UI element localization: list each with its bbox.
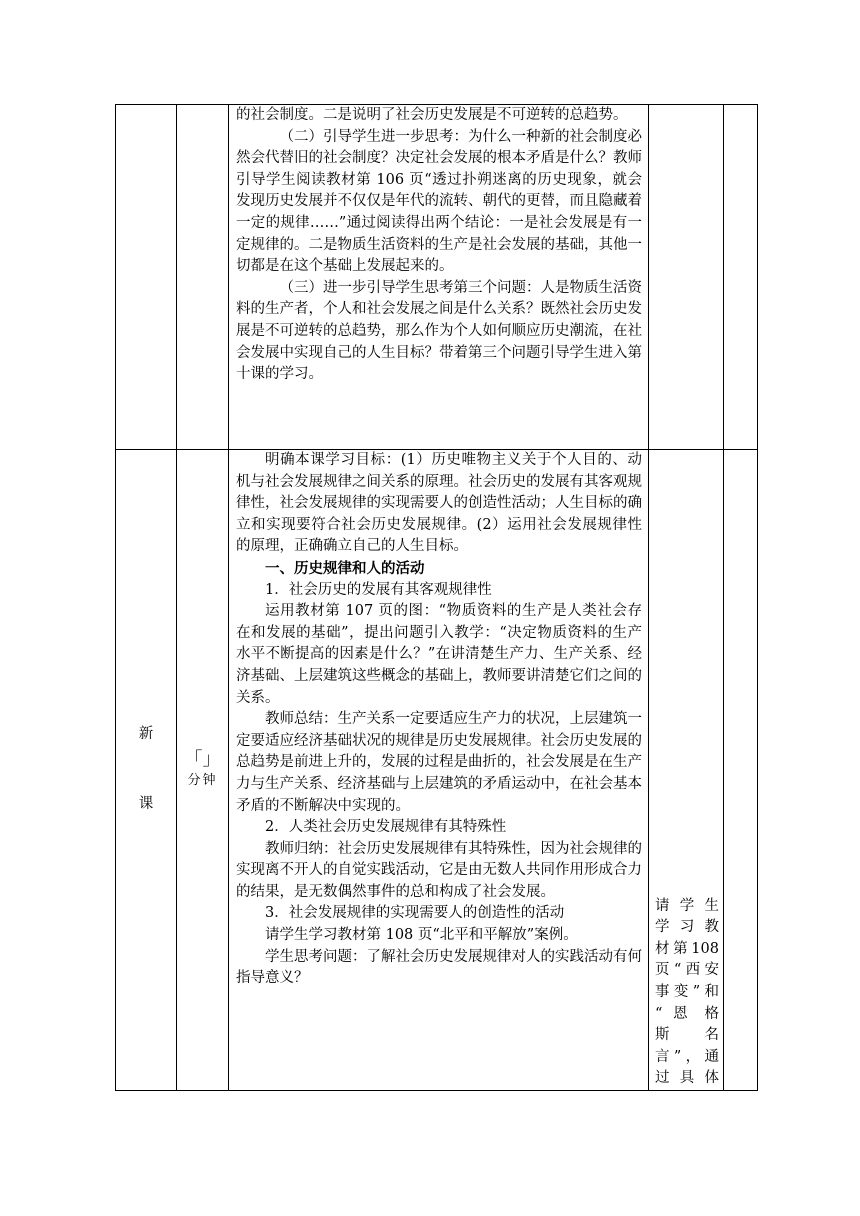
paragraph: （三）进一步引导学生思考第三个问题：人是物质生活资料的生产者，个人和社会发展之间是什么关系？既然社会历史发展是不可逆转的总趋势，那么作为个人如何顺应历史潮流，在社会发展中实现自己的人生目标？带着第三个问题引导学生进入第十课的学习。 — [236, 279, 642, 383]
paragraph: 学生思考问题：了解社会历史发展规律对人的实践活动有何指导意义？ — [236, 948, 642, 987]
paragraph: 教师归纳：社会历史发展规律有其特殊性，因为社会规律的实现离不开人的自觉实践活动，它是由无数人共同作用形成合力的结果，是无数偶然事件的总和构成了社会发展。 — [236, 840, 642, 900]
content-cell — [229, 105, 649, 450]
activity-line: “ 恩 格 — [655, 1005, 719, 1022]
time-unit: 分钟 — [187, 773, 218, 788]
activity-line: 斯 名 — [655, 1027, 719, 1044]
paragraph: （二）引导学生进一步思考：为什么一种新的社会制度必然会代替旧的社会制度？决定社会发展的根本矛盾是什么？教师引导学生阅读教材第 106 页“透过扑朔迷离的历史现象，就会发现历史发展并不仅仅是年代的流转、朝代的更替，而且隐藏着一定的规律……”通过阅读得出两个结论：一是社会发展是有一定规律的。二是物质生活资料的生产是社会发展的基础，其他一切都是在这个基础上发展起来的。 — [236, 128, 642, 275]
activity-line: 事变”和 — [655, 984, 719, 1001]
time-cell — [177, 450, 229, 1091]
note-cell-empty — [724, 450, 758, 1091]
activity-line: 页“西安 — [655, 962, 719, 979]
table-row — [116, 450, 758, 1091]
subheading: 3．社会发展规律的实现需要人的创造性的活动 — [265, 905, 565, 922]
section-heading: 一、历史规律和人的活动 — [265, 559, 425, 577]
stage-label: 新 — [138, 726, 154, 743]
paragraph: 教师总结：生产关系一定要适应生产力的状况，上层建筑一定要适应经济基础状况的规律是历史发展规律。社会历史发展的总趋势是前进上升的，发展的过程是曲折的，社会发展是在生产力与生产关系、经济基础与上层建筑的矛盾运动中，在社会基本矛盾的不断解决中实现的。 — [236, 711, 642, 814]
stage-cell-empty — [116, 105, 177, 450]
stage-cell — [116, 450, 177, 1091]
content-cell — [229, 450, 649, 1091]
stage-label: 课 — [138, 796, 154, 812]
activity-cell-empty — [649, 105, 724, 450]
activity-line: 过具体 — [655, 1070, 719, 1087]
activity-line: 请学生 — [655, 897, 719, 914]
paragraph: 请学生学习教材第 108 页“北平和平解放”案例。 — [265, 927, 578, 944]
time-bracket: 「」 — [184, 749, 221, 770]
time-cell-empty — [177, 105, 229, 450]
paragraph: 运用教材第 107 页的图：“物质资料的生产是人类社会存在和发展的基础”，提出问题引入教学：“决定物质资料的生产水平不断提高的因素是什么？”在讲清楚生产力、生产关系、经济基础、上层建筑这些概念的基础上，教师要讲清楚它们之间的关系。 — [236, 603, 642, 706]
paragraph: 的社会制度。二是说明了社会历史发展是不可逆转的总趋势。 — [236, 107, 628, 123]
subheading: 2．人类社会历史发展规律有其特殊性 — [265, 819, 507, 836]
note-cell-empty — [724, 105, 758, 450]
table-row — [116, 105, 758, 450]
subheading: 1．社会历史的发展有其客观规律性 — [265, 581, 492, 598]
activity-line: 学习教 — [655, 919, 719, 936]
activity-line: 材第108 — [655, 940, 719, 957]
activity-line: 言”，通 — [655, 1048, 719, 1065]
paragraph: 明确本课学习目标：(1）历史唯物主义关于个人目的、动机与社会发展规律之间关系的原理。社会历史的发展有其客观规律性，社会发展规律的实现需要人的创造性活动；人生目标的确立和实现要符合社会历史发展规律。(2）运用社会发展规律性的原理，正确确立自己的人生目标。 — [236, 452, 642, 555]
activity-cell — [649, 450, 724, 1091]
lesson-plan-table — [115, 104, 758, 1091]
